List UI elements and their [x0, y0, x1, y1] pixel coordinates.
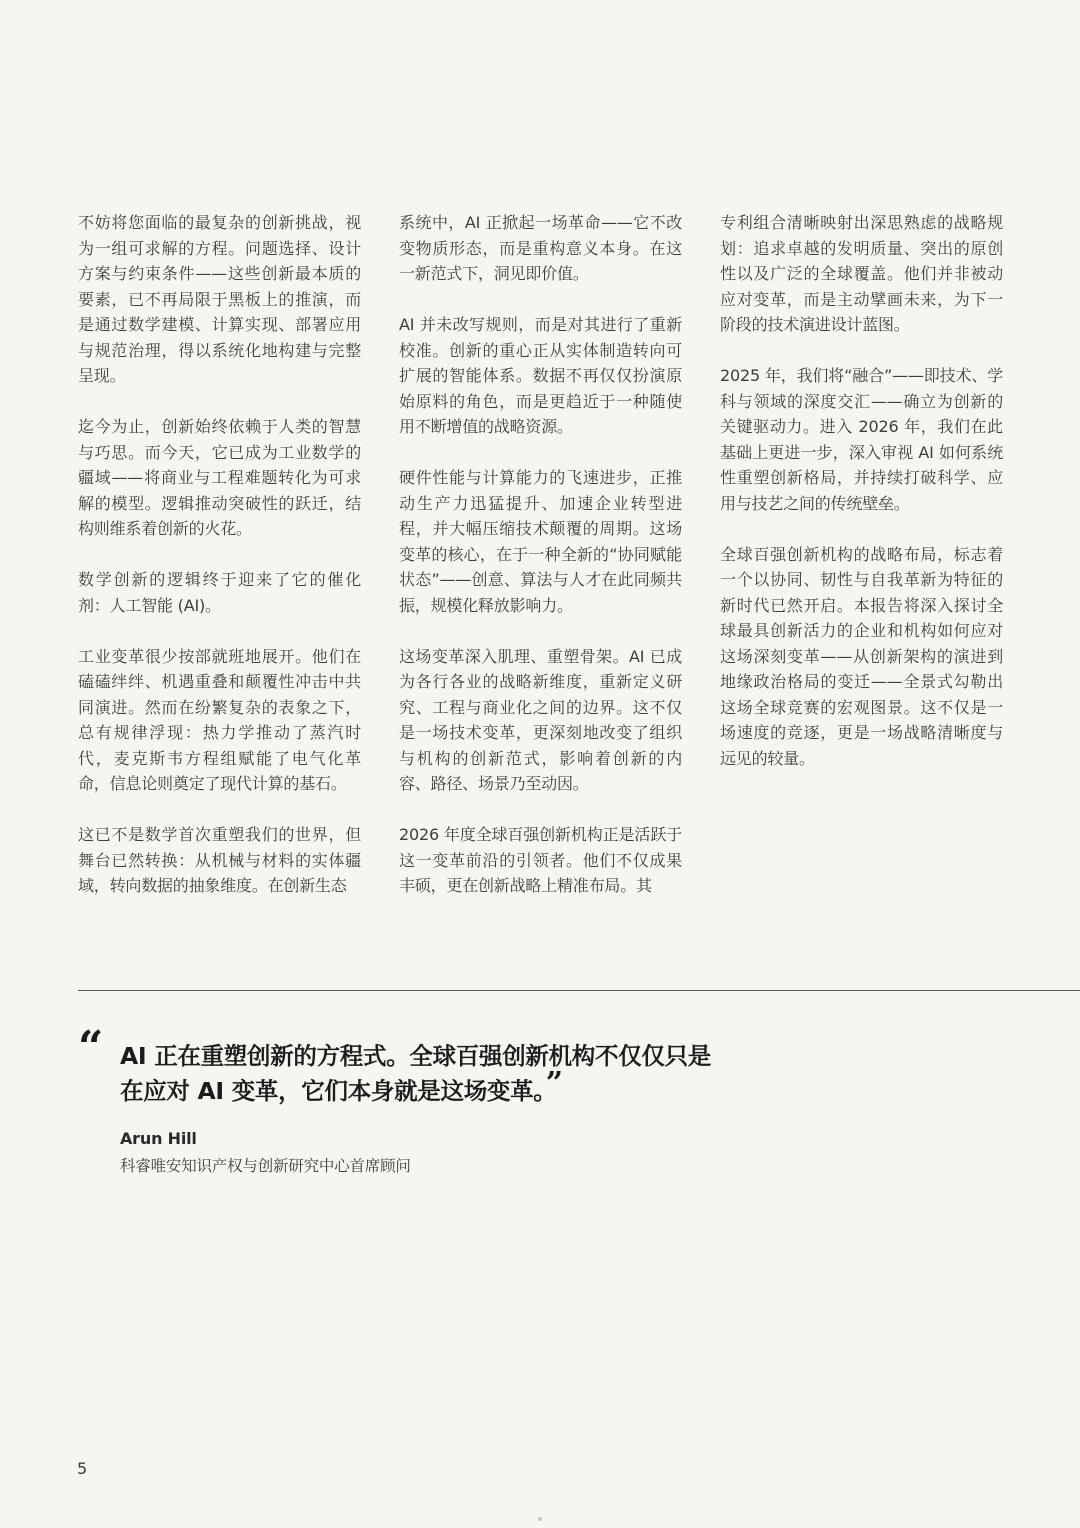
paragraph: 硬件性能与计算能力的飞速进步，正推动生产力迅猛提升、加速企业转型进程，并大幅压缩技术颠覆的周期。这场变革的核心，在于一种全新的“协同赋能状态”——创意、算法与人才在此同频共振，规模化释放影响力。 [399, 468, 682, 615]
paragraph: 工业变革很少按部就班地展开。他们在磕磕绊绊、机遇重叠和颠覆性冲击中共同演进。然而在纷繁复杂的表象之下，总有规律浮现：热力学推动了蒸汽时代，麦克斯韦方程组赋能了电气化革命，信息论则奠定了现代计算的基石。 [78, 646, 361, 793]
page-number: 5 [77, 1459, 88, 1478]
column-1 [78, 210, 361, 899]
paragraph: 2026 年度全球百强创新机构正是活跃于这一变革前沿的引领者。他们不仅成果丰硕，更在创新战略上精准布局。其 [399, 825, 682, 895]
paragraph: 数学创新的逻辑终于迎来了它的催化剂：人工智能 (AI)。 [78, 570, 361, 615]
body-columns [78, 210, 1003, 899]
paragraph: 这场变革深入肌理、重塑骨架。AI 已成为各行各业的战略新维度，重新定义研究、工程与商业化之间的边界。这不仅是一场技术变革，更深刻地改变了组织与机构的创新范式，影响着创新的内容、路径、场景乃至动因。 [399, 646, 682, 793]
close-quote-mark: ” [545, 1066, 563, 1101]
paragraph: 系统中，AI 正掀起一场革命——它不改变物质形态，而是重构意义本身。在这一新范式下，洞见即价值。 [399, 213, 682, 283]
pull-quote-line-2-text: 在应对 AI 变革，它们本身就是这场变革。 [120, 1077, 545, 1105]
quote-author-title: 科睿唯安知识产权与创新研究中心首席顾问 [120, 1157, 411, 1175]
quote-author-name: Arun Hill [120, 1129, 197, 1148]
open-quote-mark: “ [78, 1022, 104, 1073]
paragraph: 2025 年，我们将“融合”——即技术、学科与领域的深度交汇——确立为创新的关键驱动力。进入 2026 年，我们在此基础上更进一步，深入审视 AI 如何系统性重塑创新格局，并持续打破科学、应用与技艺之间的传统壁垒。 [720, 366, 1003, 513]
pull-quote [120, 1040, 760, 1108]
paragraph: 专利组合清晰映射出深思熟虑的战略规划：追求卓越的发明质量、突出的原创性以及广泛的全球覆盖。他们并非被动应对变革，而是主动擘画未来，为下一阶段的技术演进设计蓝图。 [720, 213, 1003, 334]
paragraph: 这已不是数学首次重塑我们的世界，但舞台已然转换：从机械与材料的实体疆域，转向数据的抽象维度。在创新生态 [78, 825, 361, 895]
column-3 [720, 210, 1003, 899]
paragraph: 迄今为止，创新始终依赖于人类的智慧与巧思。而今天，它已成为工业数学的疆域——将商业与工程难题转化为可求解的模型。逻辑推动突破性的跃迁，结构则维系着创新的火花。 [78, 417, 361, 538]
paragraph: 全球百强创新机构的战略布局，标志着一个以协同、韧性与自我革新为特征的新时代已然开启。本报告将深入探讨全球最具创新活力的企业和机构如何应对这场深刻变革——从创新架构的演进到地缘政治格局的变迁——全景式勾勒出这场全球竞赛的宏观图景。这不仅是一场速度的竞逐，更是一场战略清晰度与远见的较量。 [720, 544, 1003, 768]
paragraph: 不妨将您面临的最复杂的创新挑战，视为一组可求解的方程。问题选择、设计方案与约束条件——这些创新最本质的要素，已不再局限于黑板上的推演，而是通过数学建模、计算实现、部署应用与规范治理，得以系统化地构建与完整呈现。 [78, 213, 361, 385]
pull-quote-line-2 [120, 1066, 760, 1108]
column-2 [399, 210, 682, 899]
paragraph: AI 并未改写规则，而是对其进行了重新校准。创新的重心正从实体制造转向可扩展的智能体系。数据不再仅仅扮演原始原料的角色，而是更趋近于一种随使用不断增值的战略资源。 [399, 315, 682, 436]
pull-quote-line-1: AI 正在重塑创新的方程式。全球百强创新机构不仅仅只是 [120, 1042, 712, 1070]
scroll-indicator-dot [538, 1517, 542, 1521]
section-divider [78, 990, 1080, 991]
